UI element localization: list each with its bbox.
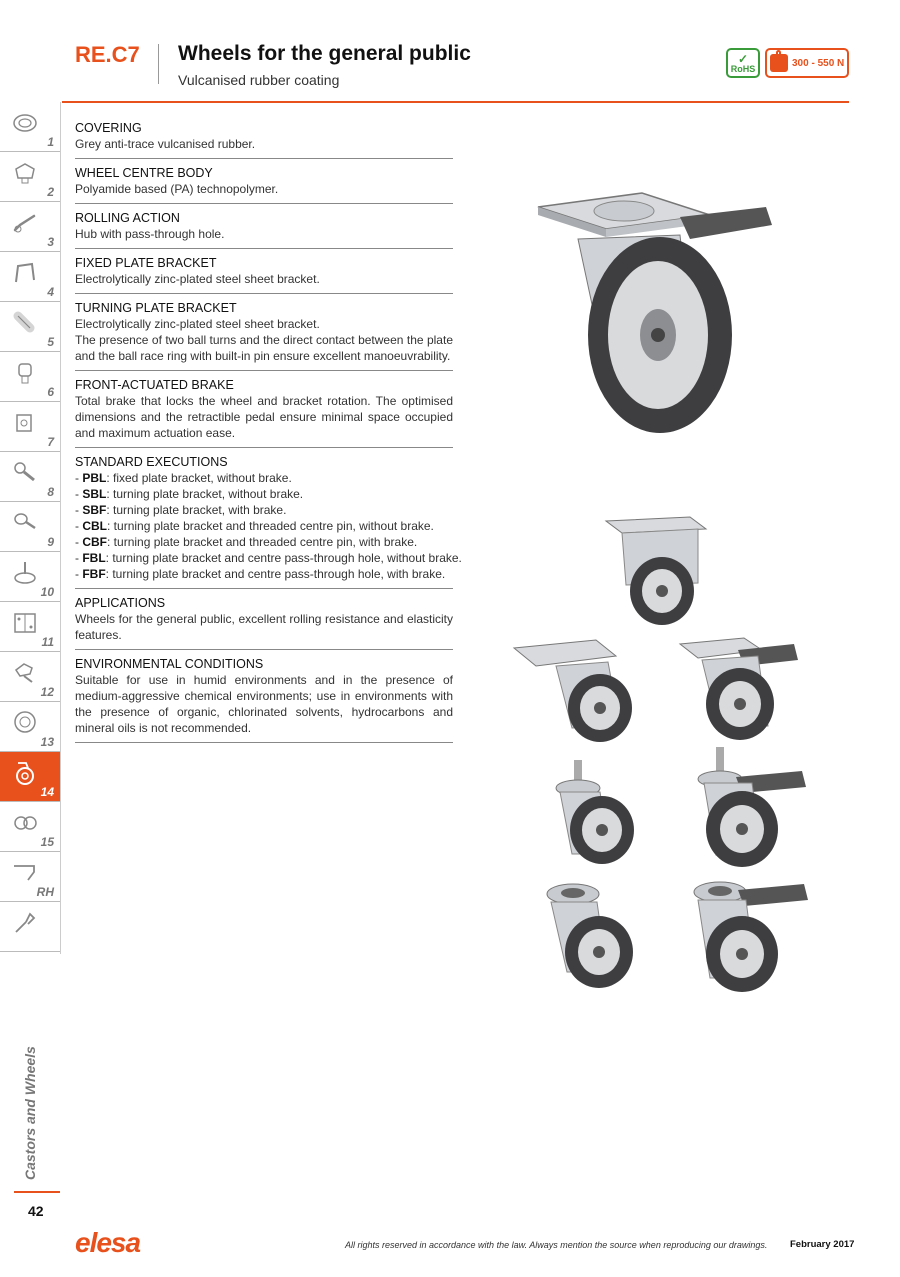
page-number-rule xyxy=(14,1191,60,1193)
eye-bolt-icon xyxy=(12,510,38,536)
tool-icon xyxy=(12,910,38,936)
execution-code: CBF xyxy=(82,535,108,549)
section-turning-plate-bracket xyxy=(75,300,453,371)
section-heading: TURNING PLATE BRACKET xyxy=(75,301,237,315)
sidebar-tab-4[interactable] xyxy=(0,252,60,302)
cbf-castor-image xyxy=(692,745,812,870)
section-heading: WHEEL CENTRE BODY xyxy=(75,166,213,180)
sidebar-tab-15[interactable] xyxy=(0,802,60,852)
bracket-icon xyxy=(12,860,38,886)
section-body: Electrolytically zinc-plated steel sheet bracket. xyxy=(75,272,320,286)
section-heading: FRONT-ACTUATED BRAKE xyxy=(75,378,234,392)
execution-item: - SBF: turning plate bracket, with brake. xyxy=(75,503,287,517)
sidebar-tab-label: 1 xyxy=(47,135,54,149)
execution-code: FBL xyxy=(82,551,106,565)
rohs-label: RoHS xyxy=(730,64,756,74)
execution-item: - CBF: turning plate bracket and threaded centre pin, with brake. xyxy=(75,535,418,549)
oil-plug-icon xyxy=(12,710,38,736)
castor-icon xyxy=(12,760,38,786)
weight-icon xyxy=(770,54,788,72)
execution-code: SBL xyxy=(82,487,107,501)
tube-clamp-icon xyxy=(12,810,38,836)
page-number: 42 xyxy=(28,1203,44,1219)
sidebar-tab-13[interactable] xyxy=(0,702,60,752)
sidebar-tab-label: 8 xyxy=(47,485,54,499)
sidebar-tab-label: 15 xyxy=(40,835,54,849)
product-code: RE.C7 xyxy=(75,42,140,67)
sbl-castor-image xyxy=(512,636,642,746)
section-rolling-action xyxy=(75,210,453,249)
execution-item: - FBF: turning plate bracket and centre pass-through hole, with brake. xyxy=(75,567,446,581)
page-title: Wheels for the general public xyxy=(178,42,471,65)
sidebar-tab-label: 2 xyxy=(47,185,54,199)
section-fixed-plate-bracket xyxy=(75,255,453,294)
sidebar-tab-label: 11 xyxy=(41,635,54,649)
header-rule xyxy=(62,101,849,103)
execution-desc: : turning plate bracket and centre pass-through hole, without brake. xyxy=(105,551,462,565)
execution-code: FBF xyxy=(82,567,106,581)
section-body: Suitable for use in humid environments and in the presence of medium-aggressive chemical environments; use in environments with the presence of organic, chlorinated solvents, hydrocarbons and mineral oils is not recommended. xyxy=(75,673,453,735)
sidebar-tab-label: 5 xyxy=(47,335,54,349)
hinge-icon xyxy=(12,610,38,636)
sidebar-border xyxy=(60,102,61,954)
fbf-castor-image xyxy=(690,878,812,998)
execution-item: - CBL: turning plate bracket and threaded centre pin, without brake. xyxy=(75,519,434,533)
sidebar-tab-label: 6 xyxy=(47,385,54,399)
section-heading: ROLLING ACTION xyxy=(75,211,180,225)
sidebar-tab-label: 7 xyxy=(47,435,54,449)
load-range: 300 - 550 N xyxy=(792,57,845,69)
handwheel-icon xyxy=(12,110,38,136)
section-body: Electrolytically zinc-plated steel sheet bracket. xyxy=(75,317,320,331)
indexing-plunger-icon xyxy=(12,360,38,386)
pbl-castor-image xyxy=(602,513,712,628)
sidebar-tab-7[interactable] xyxy=(0,402,60,452)
sidebar-tab-10[interactable] xyxy=(0,552,60,602)
section-covering xyxy=(75,120,453,159)
sidebar-tab-label: 3 xyxy=(47,235,54,249)
section-environmental-conditions xyxy=(75,656,453,743)
section-heading: COVERING xyxy=(75,121,142,135)
page-subtitle: Vulcanised rubber coating xyxy=(178,72,340,88)
section-label: Castors and Wheels xyxy=(22,1046,38,1180)
load-badge xyxy=(765,48,849,78)
execution-desc: : turning plate bracket and threaded centre pin, with brake. xyxy=(107,535,418,549)
knob-icon xyxy=(12,160,38,186)
checkmark-icon: ✓ xyxy=(737,52,749,66)
sidebar-tab-label: RH xyxy=(36,885,54,899)
lever-icon xyxy=(12,210,38,236)
section-body: Wheels for the general public, excellent rolling resistance and elasticity features. xyxy=(75,612,453,642)
sidebar-tabs xyxy=(0,102,60,952)
execution-code: PBL xyxy=(82,471,107,485)
sidebar-tab-label: 12 xyxy=(40,685,54,699)
sidebar-tab-9[interactable] xyxy=(0,502,60,552)
fbl-castor-image xyxy=(537,880,637,995)
header-divider xyxy=(158,44,159,84)
sidebar-tab-label: 9 xyxy=(47,535,54,549)
execution-desc: : turning plate bracket, without brake. xyxy=(106,487,304,501)
execution-desc: : turning plate bracket and threaded centre pin, without brake. xyxy=(107,519,434,533)
rohs-badge xyxy=(726,48,760,78)
clamp-icon xyxy=(12,660,38,686)
sidebar-tab-2[interactable] xyxy=(0,152,60,202)
execution-desc: : turning plate bracket, with brake. xyxy=(106,503,287,517)
sidebar-tab-label: 14 xyxy=(40,785,54,799)
execution-code: CBL xyxy=(82,519,108,533)
sidebar-tab-5[interactable] xyxy=(0,302,60,352)
execution-item: - SBL: turning plate bracket, without brake. xyxy=(75,487,304,501)
sidebar-tab-label: 13 xyxy=(40,735,54,749)
main-castor-image xyxy=(530,185,780,445)
section-heading: ENVIRONMENTAL CONDITIONS xyxy=(75,657,264,671)
elesa-logo: elesa xyxy=(75,1227,141,1258)
section-standard-executions xyxy=(75,454,462,589)
levelling-foot-icon xyxy=(12,560,38,586)
handle-icon xyxy=(12,260,38,286)
section-applications xyxy=(75,595,453,650)
execution-item: - PBL: fixed plate bracket, without brake. xyxy=(75,471,292,485)
section-body: The presence of two ball turns and the direct contact between the plate and the ball race ring with built-in pin ensure excellent manoeuvrability. xyxy=(75,333,453,363)
sidebar-tab-6[interactable] xyxy=(0,352,60,402)
section-front-actuated-brake xyxy=(75,377,453,448)
sidebar-tab-tools[interactable] xyxy=(0,902,60,952)
sidebar-tab-8[interactable] xyxy=(0,452,60,502)
publication-date: February 2017 xyxy=(790,1239,855,1250)
sidebar-tab-label: 4 xyxy=(47,285,54,299)
cbl-castor-image xyxy=(538,758,638,868)
execution-item: - FBL: turning plate bracket and centre pass-through hole, without brake. xyxy=(75,551,462,565)
sidebar-tab-rh[interactable] xyxy=(0,852,60,902)
section-wheel-centre-body xyxy=(75,165,453,204)
sidebar-tab-1[interactable] xyxy=(0,102,60,152)
section-body: Hub with pass-through hole. xyxy=(75,227,225,241)
section-heading: STANDARD EXECUTIONS xyxy=(75,455,228,469)
execution-desc: : fixed plate bracket, without brake. xyxy=(106,471,292,485)
sidebar-tab-14[interactable] xyxy=(0,752,60,802)
execution-code: SBF xyxy=(82,503,107,517)
ball-joint-icon xyxy=(12,460,38,486)
hinge-block-icon xyxy=(12,410,38,436)
section-heading: APPLICATIONS xyxy=(75,596,166,610)
copyright-note: All rights reserved in accordance with the law. Always mention the source when reproducing our drawings. xyxy=(345,1240,768,1250)
section-heading: FIXED PLATE BRACKET xyxy=(75,256,217,270)
sidebar-tab-11[interactable] xyxy=(0,602,60,652)
section-body: Polyamide based (PA) technopolymer. xyxy=(75,182,279,196)
grip-icon xyxy=(12,310,38,336)
section-body: Total brake that locks the wheel and bracket rotation. The optimised dimensions and the retractible pedal ensure minimal space occupied and maximum actuation ease. xyxy=(75,394,453,440)
execution-desc: : turning plate bracket and centre pass-through hole, with brake. xyxy=(105,567,446,581)
sidebar-tab-12[interactable] xyxy=(0,652,60,702)
sbf-castor-image xyxy=(678,634,808,744)
spec-text xyxy=(75,120,462,749)
section-body: Grey anti-trace vulcanised rubber. xyxy=(75,137,256,151)
sidebar-tab-label: 10 xyxy=(40,585,54,599)
sidebar-tab-3[interactable] xyxy=(0,202,60,252)
